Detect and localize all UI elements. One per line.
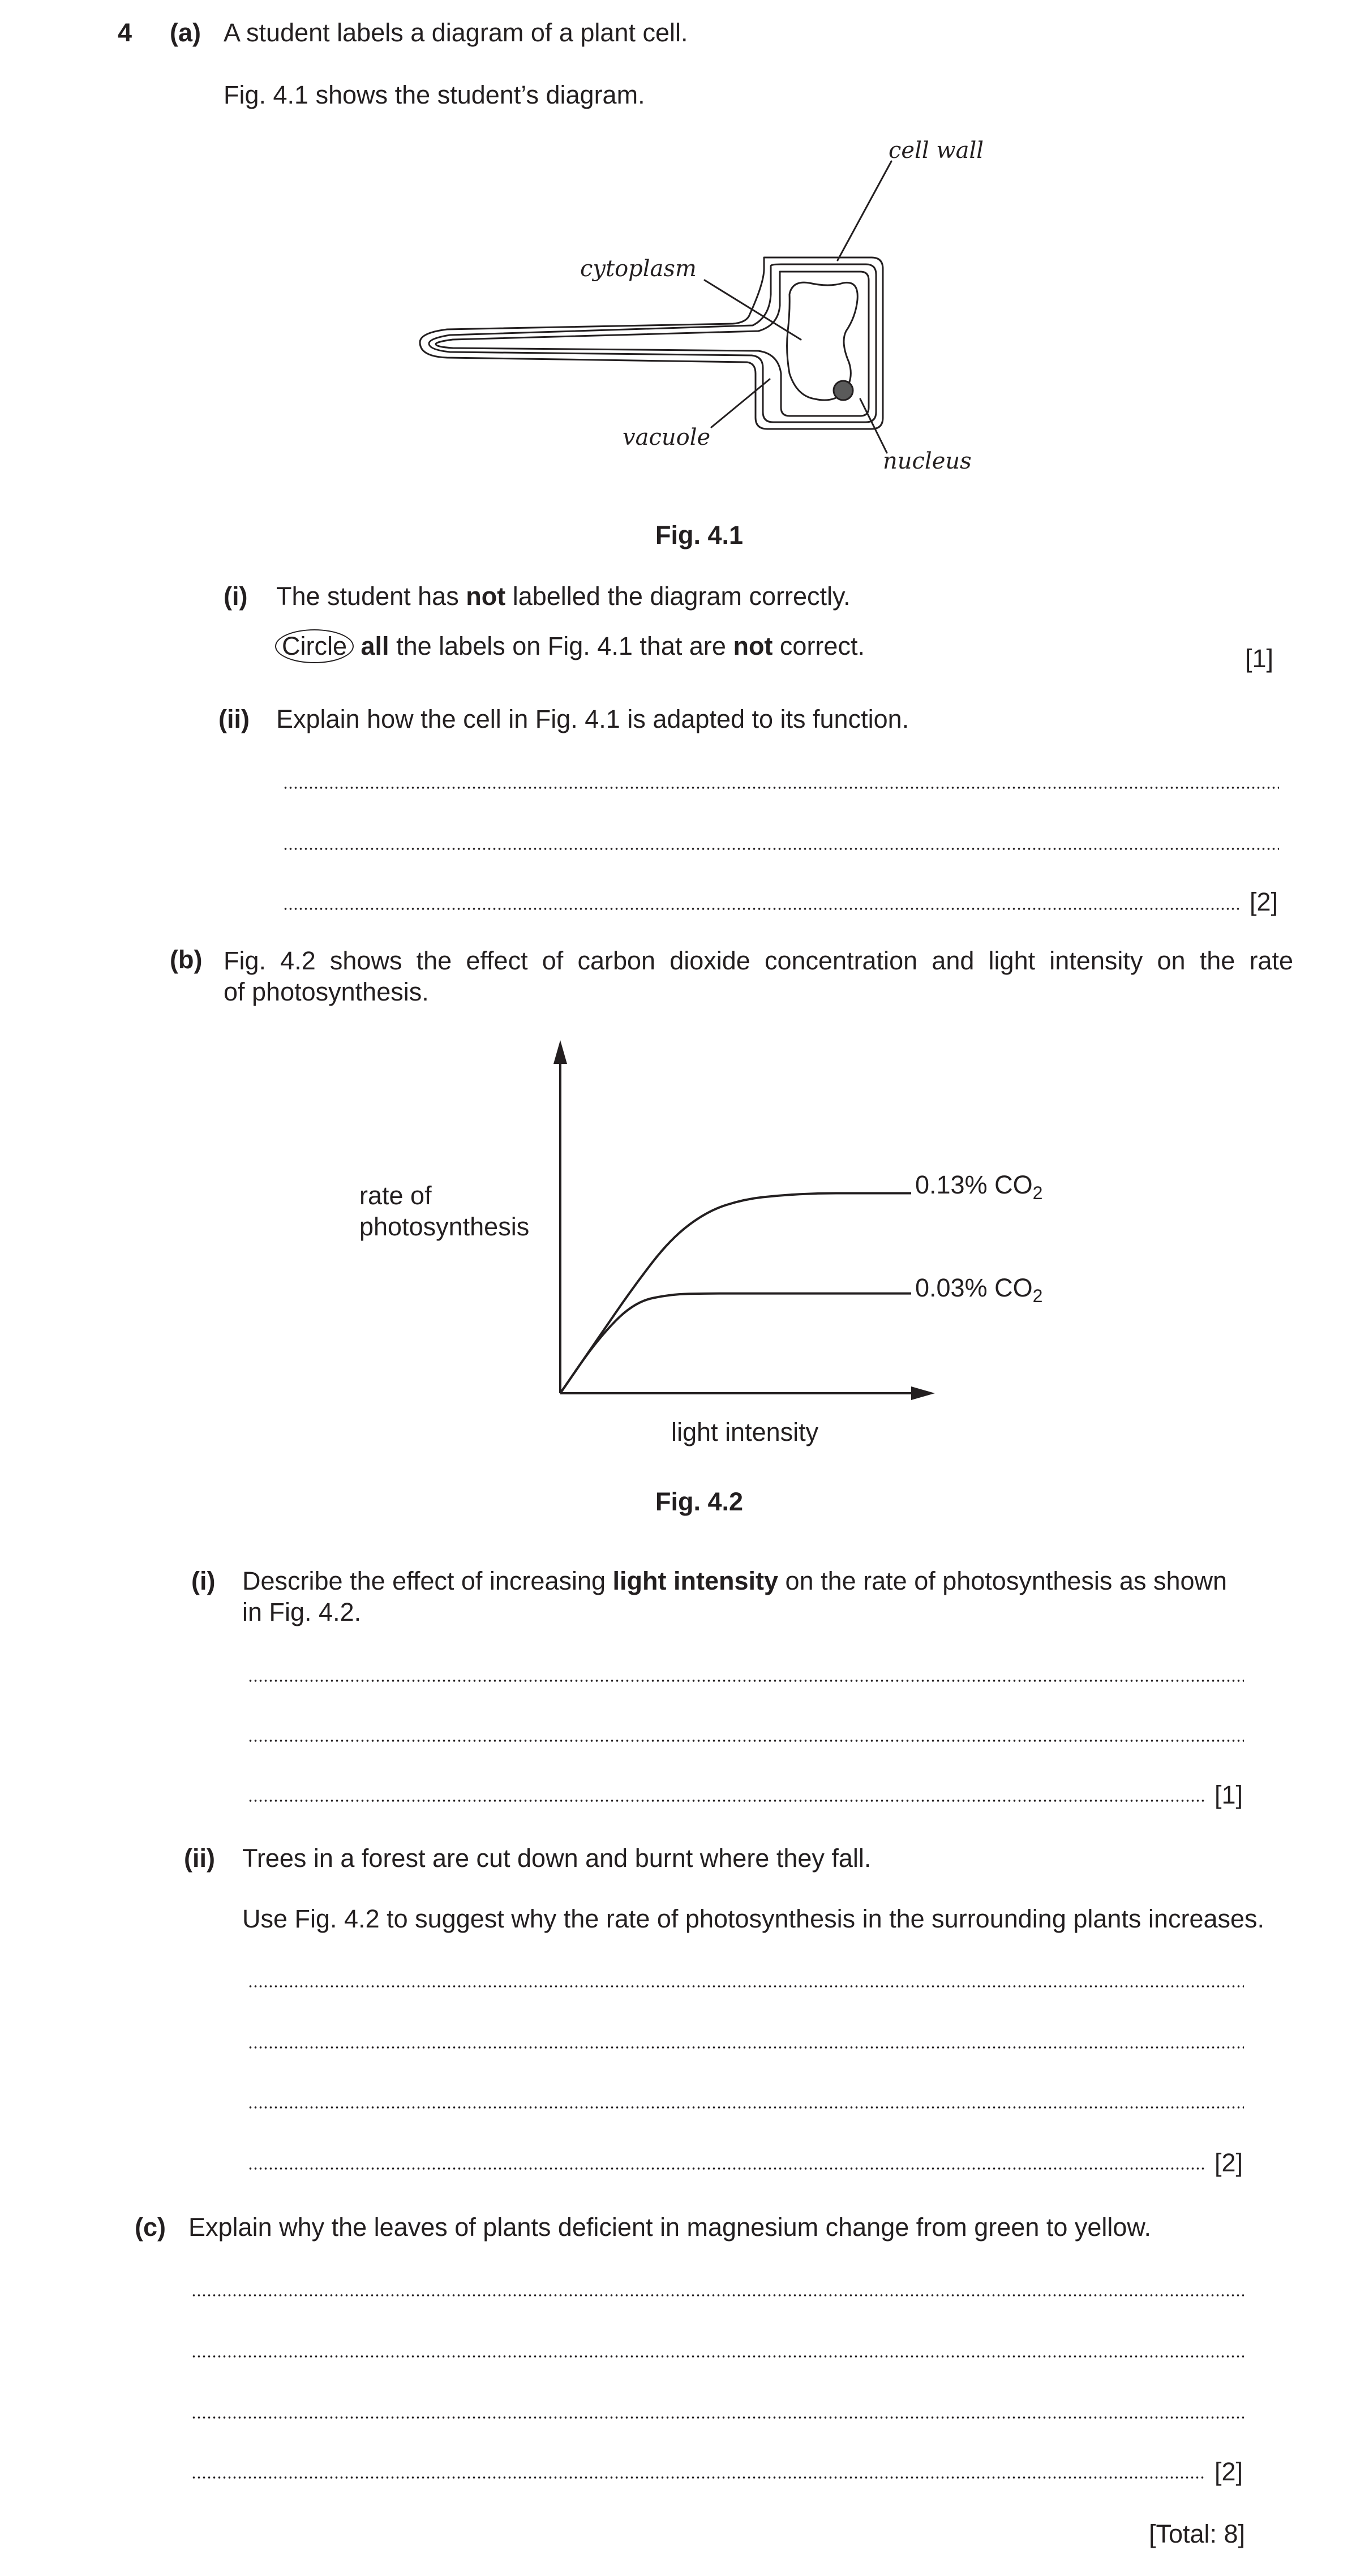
part-a-i-text: The student has not labelled the diagram correctly. bbox=[276, 582, 851, 611]
answer-line[interactable] bbox=[248, 2106, 1244, 2109]
part-a-i-label: (i) bbox=[224, 582, 248, 611]
answer-line[interactable] bbox=[248, 2046, 1244, 2049]
circle-oval: Circle bbox=[275, 629, 354, 663]
part-a-intro: A student labels a diagram of a plant cell. bbox=[224, 18, 688, 47]
part-b-i-text-line2: in Fig. 4.2. bbox=[242, 1598, 362, 1626]
fig-4-1-intro: Fig. 4.1 shows the student’s diagram. bbox=[224, 80, 645, 109]
question-number: 4 bbox=[118, 18, 132, 47]
answer-line[interactable] bbox=[191, 2416, 1244, 2419]
part-c-text: Explain why the leaves of plants deficient in magnesium change from green to yellow. bbox=[188, 2213, 1151, 2242]
part-b-label: (b) bbox=[170, 945, 203, 974]
part-a-ii-label: (ii) bbox=[218, 705, 250, 733]
part-b-intro-line1: Fig. 4.2 shows the effect of carbon dioxide concentration and light intensity on the rate bbox=[224, 946, 1293, 975]
part-b-i-text: Describe the effect of increasing light intensity on the rate of photosynthesis as shown bbox=[242, 1566, 1228, 1595]
part-a-ii-text: Explain how the cell in Fig. 4.1 is adapted to its function. bbox=[276, 705, 909, 733]
mark-a-i: [1] bbox=[1245, 644, 1274, 673]
answer-line[interactable] bbox=[191, 2355, 1244, 2358]
part-b-intro-line2: of photosynthesis. bbox=[224, 977, 429, 1006]
part-b-ii-label: (ii) bbox=[184, 1844, 215, 1873]
label-nucleus: nucleus bbox=[883, 448, 972, 474]
fig-4-2-caption: Fig. 4.2 bbox=[655, 1487, 744, 1516]
series-label-high: 0.13% $CO_2$ bbox=[915, 1170, 1043, 1203]
mark-b-i: [1] bbox=[1214, 1780, 1243, 1809]
curve-low-co2 bbox=[560, 1294, 855, 1393]
label-cytoplasm: cytoplasm bbox=[580, 256, 697, 282]
answer-line[interactable] bbox=[248, 1800, 1204, 1802]
x-axis-arrow bbox=[911, 1386, 935, 1400]
part-a-i-instruction: Circle all the labels on Fig. 4.1 that are not correct. bbox=[275, 629, 865, 663]
mark-b-ii: [2] bbox=[1214, 2148, 1243, 2177]
part-c-label: (c) bbox=[135, 2213, 166, 2242]
part-b-i-label: (i) bbox=[191, 1566, 216, 1595]
y-axis-label: rate of photosynthesis bbox=[359, 1181, 530, 1241]
label-cell-wall: cell wall bbox=[889, 138, 984, 164]
mark-a-ii: [2] bbox=[1250, 887, 1278, 916]
y-axis-arrow bbox=[553, 1040, 567, 1064]
label-vacuole: vacuole bbox=[623, 424, 711, 450]
answer-line[interactable] bbox=[248, 2167, 1204, 2170]
mark-c: [2] bbox=[1214, 2457, 1243, 2486]
answer-line[interactable] bbox=[191, 2476, 1204, 2479]
answer-line[interactable] bbox=[248, 1680, 1244, 1682]
total-marks: [Total: 8] bbox=[1149, 2519, 1246, 2548]
answer-line[interactable] bbox=[248, 1740, 1244, 1742]
x-axis-label: light intensity bbox=[671, 1418, 819, 1446]
part-b-ii-text2: Use Fig. 4.2 to suggest why the rate of photosynthesis in the surrounding plants increases. bbox=[242, 1904, 1265, 1933]
answer-line[interactable] bbox=[248, 1985, 1244, 1987]
answer-line[interactable] bbox=[191, 2294, 1244, 2296]
series-label-low: 0.03% $CO_2$ bbox=[915, 1273, 1043, 1306]
fig-4-1-caption: Fig. 4.1 bbox=[655, 521, 744, 549]
part-a-label: (a) bbox=[170, 18, 201, 47]
part-b-ii-text1: Trees in a forest are cut down and burnt where they fall. bbox=[242, 1844, 872, 1873]
